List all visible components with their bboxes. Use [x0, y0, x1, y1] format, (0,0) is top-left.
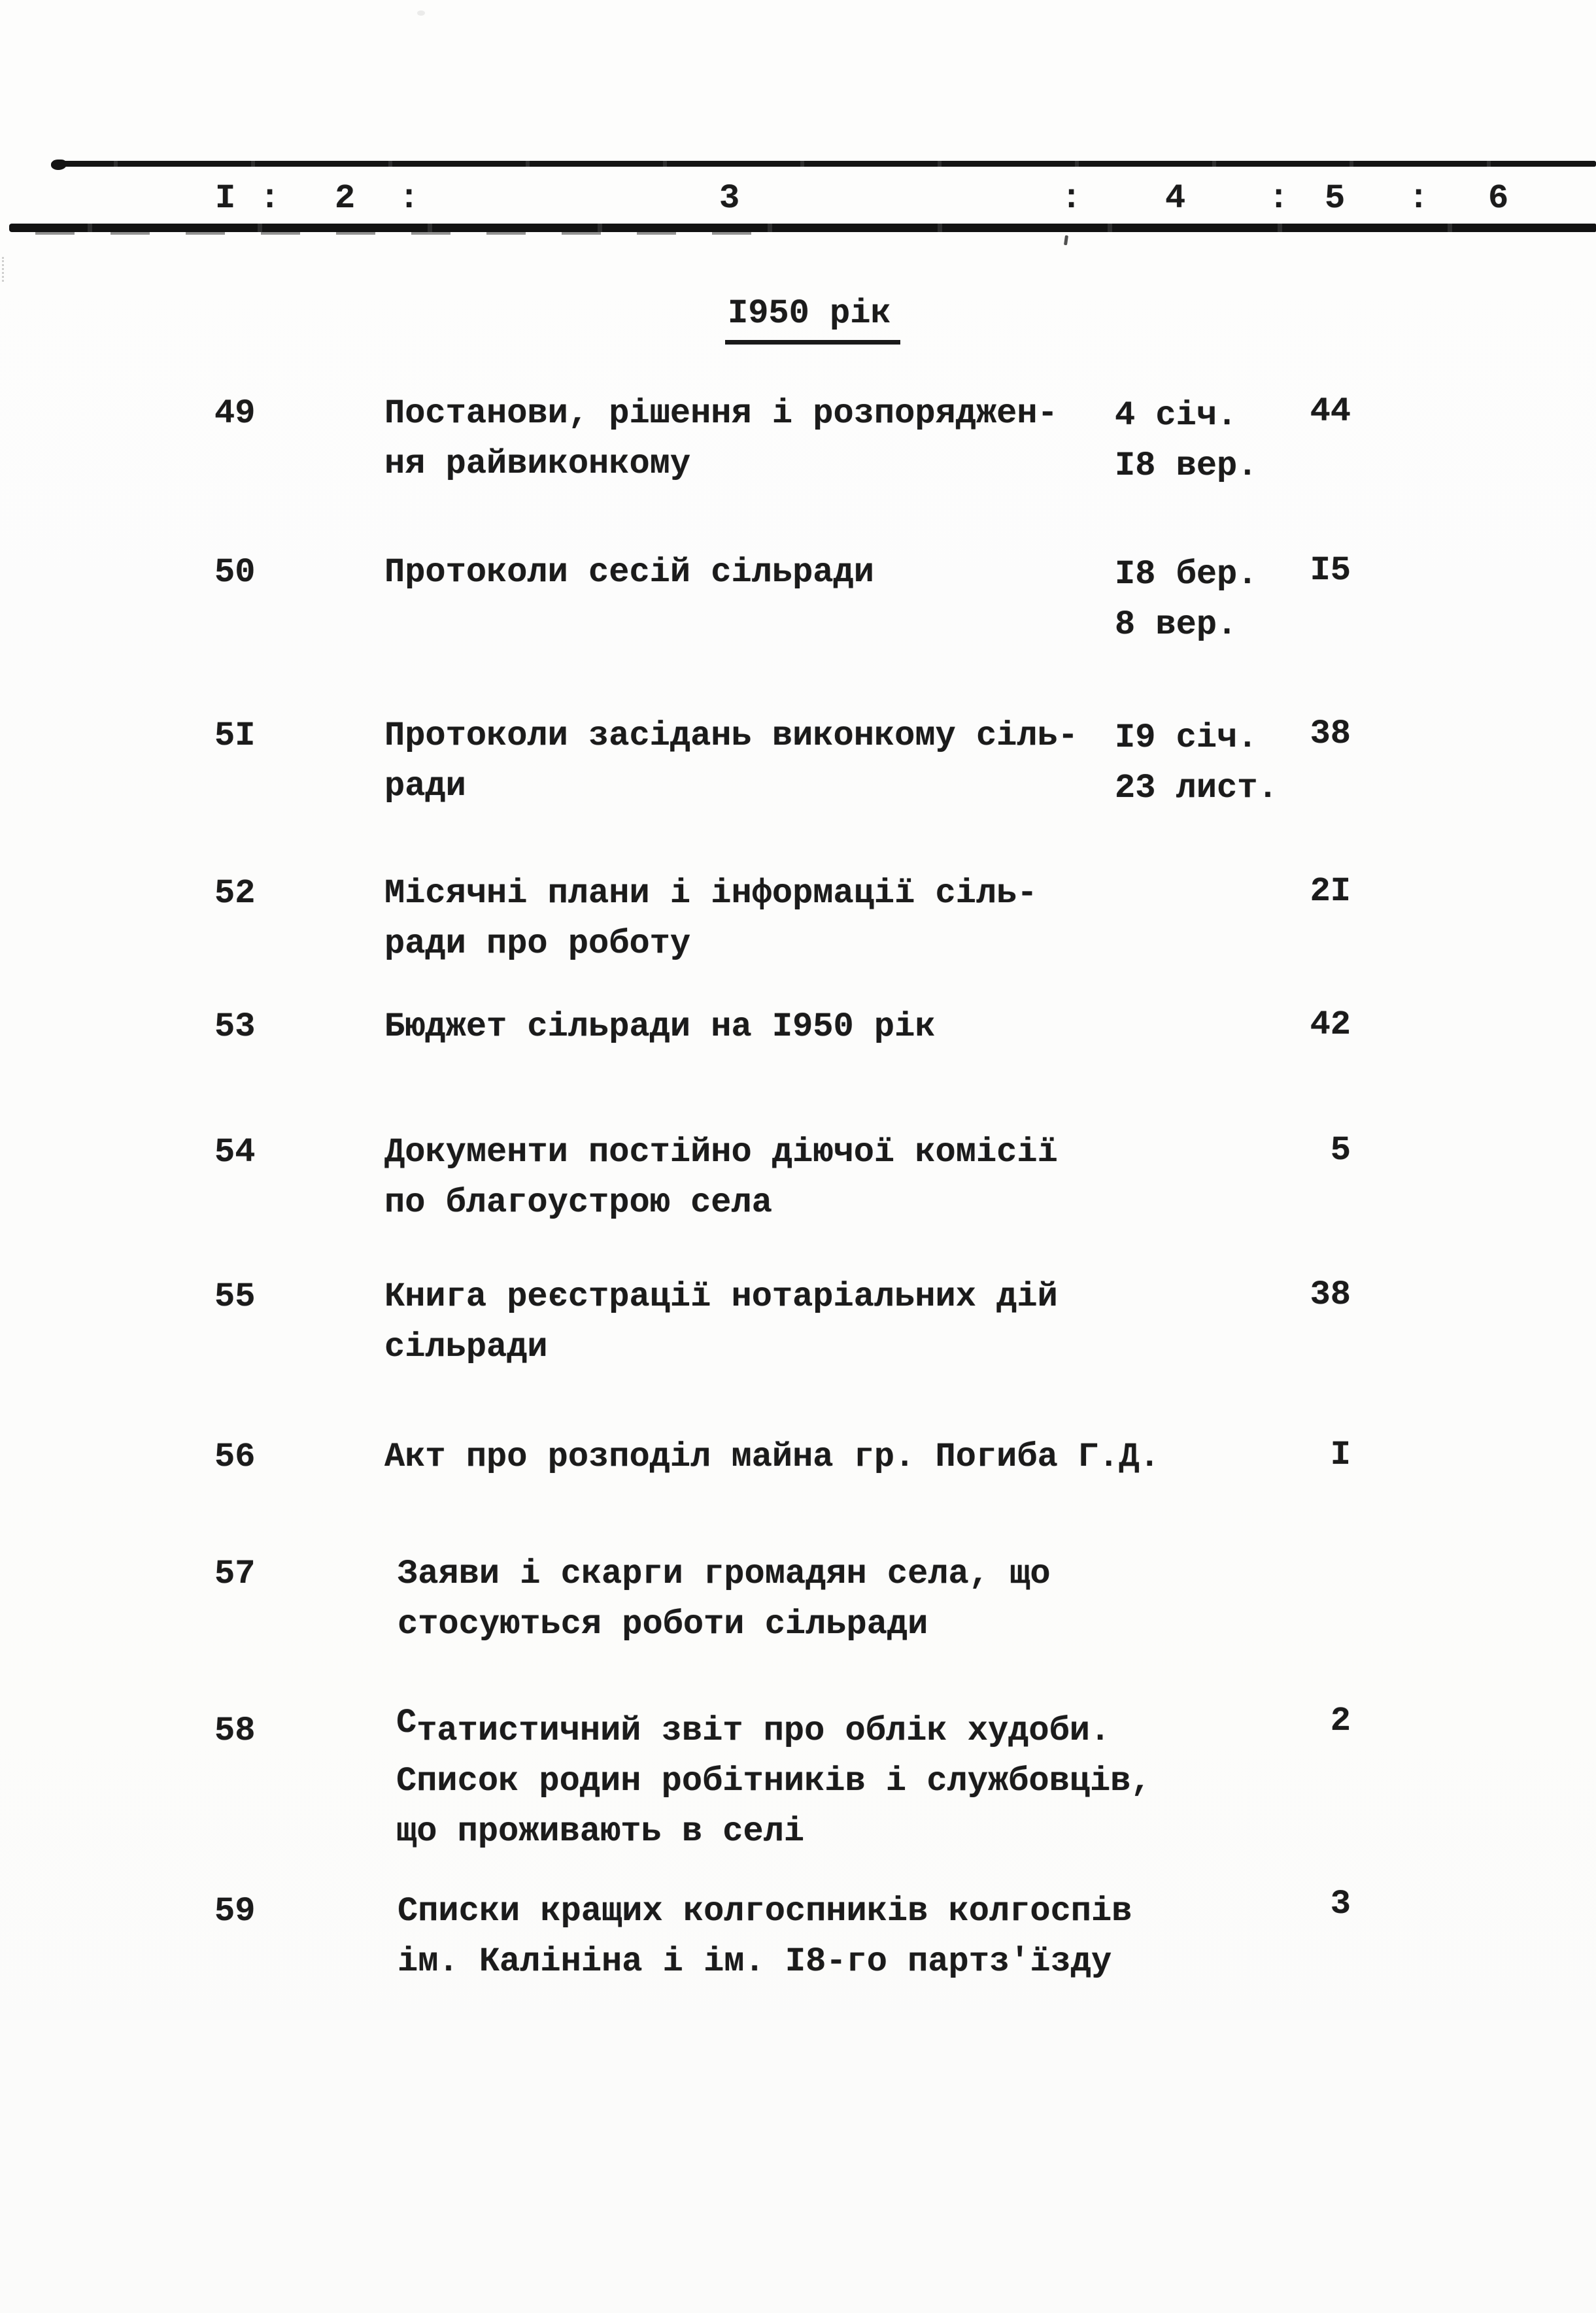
ink-speck — [1064, 235, 1068, 246]
raised-letter: С — [396, 1704, 417, 1742]
row-number: 55 — [214, 1277, 256, 1316]
description-line-rest: татистичний звіт про облік худоби. — [416, 1712, 1111, 1750]
description-line: Список родин робітників і службовців, — [396, 1762, 1151, 1800]
description-line: Акт про розподіл майна гр. Погиба Г.Д. — [384, 1438, 1160, 1476]
column-header-2: 2 — [335, 179, 356, 218]
date-to: 23 лист. — [1115, 769, 1278, 807]
description-line — [396, 1706, 1110, 1756]
row-number: 52 — [214, 874, 256, 913]
page-count: 2I — [1310, 872, 1351, 911]
page-count: 44 — [1310, 392, 1351, 431]
page-count: 5 — [1330, 1131, 1351, 1170]
page-count: 3 — [1330, 1885, 1351, 1923]
description-line: Протоколи сесій сільради — [384, 553, 874, 592]
date-to: I8 вер. — [1115, 447, 1258, 485]
table-top-rule — [55, 161, 1596, 167]
description-line: ради про роботу — [384, 924, 691, 963]
row-number: 54 — [214, 1133, 256, 1172]
row-number: 5I — [214, 717, 256, 755]
description-line: що проживають в селі — [396, 1812, 805, 1851]
description-line: Документи постійно діючої комісії — [384, 1133, 1058, 1172]
row-number: 53 — [214, 1007, 256, 1046]
description-line: Місячні плани і інформації сіль- — [384, 874, 1038, 913]
date-from: I9 січ. — [1115, 718, 1258, 757]
page-count: I — [1330, 1436, 1351, 1474]
page-count: I5 — [1310, 551, 1351, 590]
date-to: 8 вер. — [1115, 605, 1238, 644]
column-header-1: I — [215, 179, 236, 218]
column-header-3: 3 — [719, 179, 740, 218]
row-number: 49 — [214, 394, 256, 433]
column-header-4: 4 — [1165, 179, 1186, 218]
description-line: сільради — [384, 1328, 548, 1366]
page-count: 38 — [1310, 715, 1351, 753]
column-header-6: 6 — [1488, 179, 1509, 218]
column-separator: : — [260, 179, 280, 218]
page-count: 38 — [1310, 1275, 1351, 1314]
page-count: 42 — [1310, 1005, 1351, 1044]
column-header-5: 5 — [1325, 179, 1346, 218]
scan-speck — [2, 257, 4, 282]
description-line: Заяви і скарги громадян села, що — [398, 1555, 1051, 1593]
description-line: Протоколи засідань виконкому сіль- — [384, 717, 1078, 755]
row-number: 58 — [214, 1712, 256, 1750]
table-header-bottom-rule — [9, 224, 1596, 232]
column-separator: : — [1268, 179, 1289, 218]
column-separator: : — [1408, 179, 1429, 218]
row-number: 59 — [214, 1892, 256, 1931]
page-count: 2 — [1330, 1702, 1351, 1740]
description-line: Постанови, рішення і розпоряджен- — [384, 394, 1058, 433]
description-line: стосуються роботи сільради — [398, 1605, 928, 1644]
year-heading: I950 рік — [725, 294, 900, 345]
date-from: I8 бер. — [1115, 555, 1258, 594]
description-line: ім. Калініна і ім. I8-го партз'їзду — [398, 1942, 1112, 1981]
description-line: Списки кращих колгоспників колгоспів — [398, 1892, 1132, 1931]
description-line: ня райвиконкому — [384, 445, 691, 483]
row-number: 56 — [214, 1438, 256, 1476]
description-line: по благоустрою села — [384, 1183, 772, 1222]
row-number: 50 — [214, 553, 256, 592]
column-separator: : — [1061, 179, 1082, 218]
description-line: Книга реєстрації нотаріальних дій — [384, 1277, 1058, 1316]
date-from: 4 січ. — [1115, 396, 1238, 435]
column-separator: : — [399, 179, 420, 218]
row-number: 57 — [214, 1555, 256, 1593]
description-line: ради — [384, 767, 466, 805]
scan-speck — [417, 10, 425, 16]
description-line: Бюджет сільради на I950 рік — [384, 1007, 936, 1046]
